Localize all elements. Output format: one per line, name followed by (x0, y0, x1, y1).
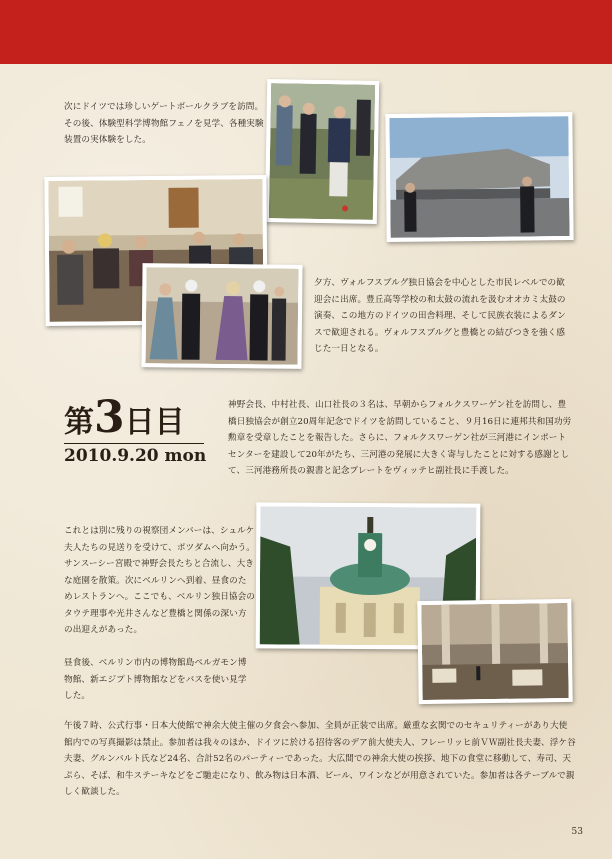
paragraph-volkswagen-visit: 神野会長、中村社長、山口社長の３名は、早朝からフォルクスワーゲン社を訪問し、豊橋日独協会が創立20周年記念でドイツを訪問していること、９月16日に連邦共和国功労勲章を受章したことを報告した。さらに、フォルクスワーゲン社が三河港にインポートセンターを建設して20年がたち、三河港の発展に大きく寄与したことに対する感謝として、三河港務所長の親書と記念プレートをヴィッテヒ副社長に手渡した。 (228, 400, 572, 476)
day-title-suffix: 日目 (124, 405, 185, 440)
day-title-prefix: 第 (64, 405, 94, 440)
photo-museum-interior (417, 599, 572, 704)
paragraph-gateball: 次にドイツでは珍しいゲートボールクラブを訪問。その後、体験型科学博物館フェノを見学、各種実験装置の実体験をした。 (64, 102, 264, 145)
day-heading (64, 392, 207, 466)
day-title (64, 392, 204, 443)
paragraph-museum-island: 昼食後、ベルリン市内の博物館島ペルガモン博物館、新エジプト博物館などをバスを使い見学した。 (64, 658, 247, 701)
paragraph-potsdam-berlin: これとは別に残りの視察団メンバーは、シュルケ夫人たちの見送りを受けて、ポツダムへ向かう。サンスーシー宮殿で神野会長たちと合流し、大きな庭園を散策。次にベルリンへ到着、昼食のためレストランへ。ここでも、ベルリン独日協会のタウテ理事や光井さんなど豊橋と関係の深い方の出迎えがあった。 (64, 526, 256, 635)
photo-costume-dance (141, 263, 302, 369)
page-number: 53 (571, 827, 583, 837)
day-title-number: 3 (94, 392, 125, 443)
header-band (0, 0, 612, 64)
photo-gateball (265, 79, 379, 224)
paragraph-evening-reception: 夕方、ヴォルフスブルグ独日協会を中心とした市民レベルでの歓迎会に出席。豊丘高等学校の和太鼓の流れを汲むオオカミ太鼓の演奏、この地方のドイツの田舎料理、そして民族衣装によるダンスで歓迎される。ヴォルフスブルグと豊橋との結びつきを強く感じた一日となる。 (314, 278, 566, 354)
paragraph-embassy-dinner: 午後７時、公式行事・日本大使館で神余大使主催の夕食会へ参加、全員が正装で出席。厳重な玄関でのセキュリティーがあり大使館内での写真撮影は禁止。参加者は我々のほか、ドイツに於ける招待客のデア前大使夫人、フレーリッヒ前ＶＷ副社長夫妻、浮ケ谷夫妻、グルンバルト氏など24名、合計52名のパーティーであった。大広間での神余大使の挨拶、地下の食堂に移動して、寿司、天ぷら、そば、和牛ステーキなどをご馳走になり、飲み物は日本酒、ビール、ワインなどが用意されていた。参加者は各テーブルで親しく歓談した。 (64, 721, 576, 797)
photo-phaeno (385, 112, 573, 242)
day-date: 2010.9.20 mon (64, 443, 204, 466)
